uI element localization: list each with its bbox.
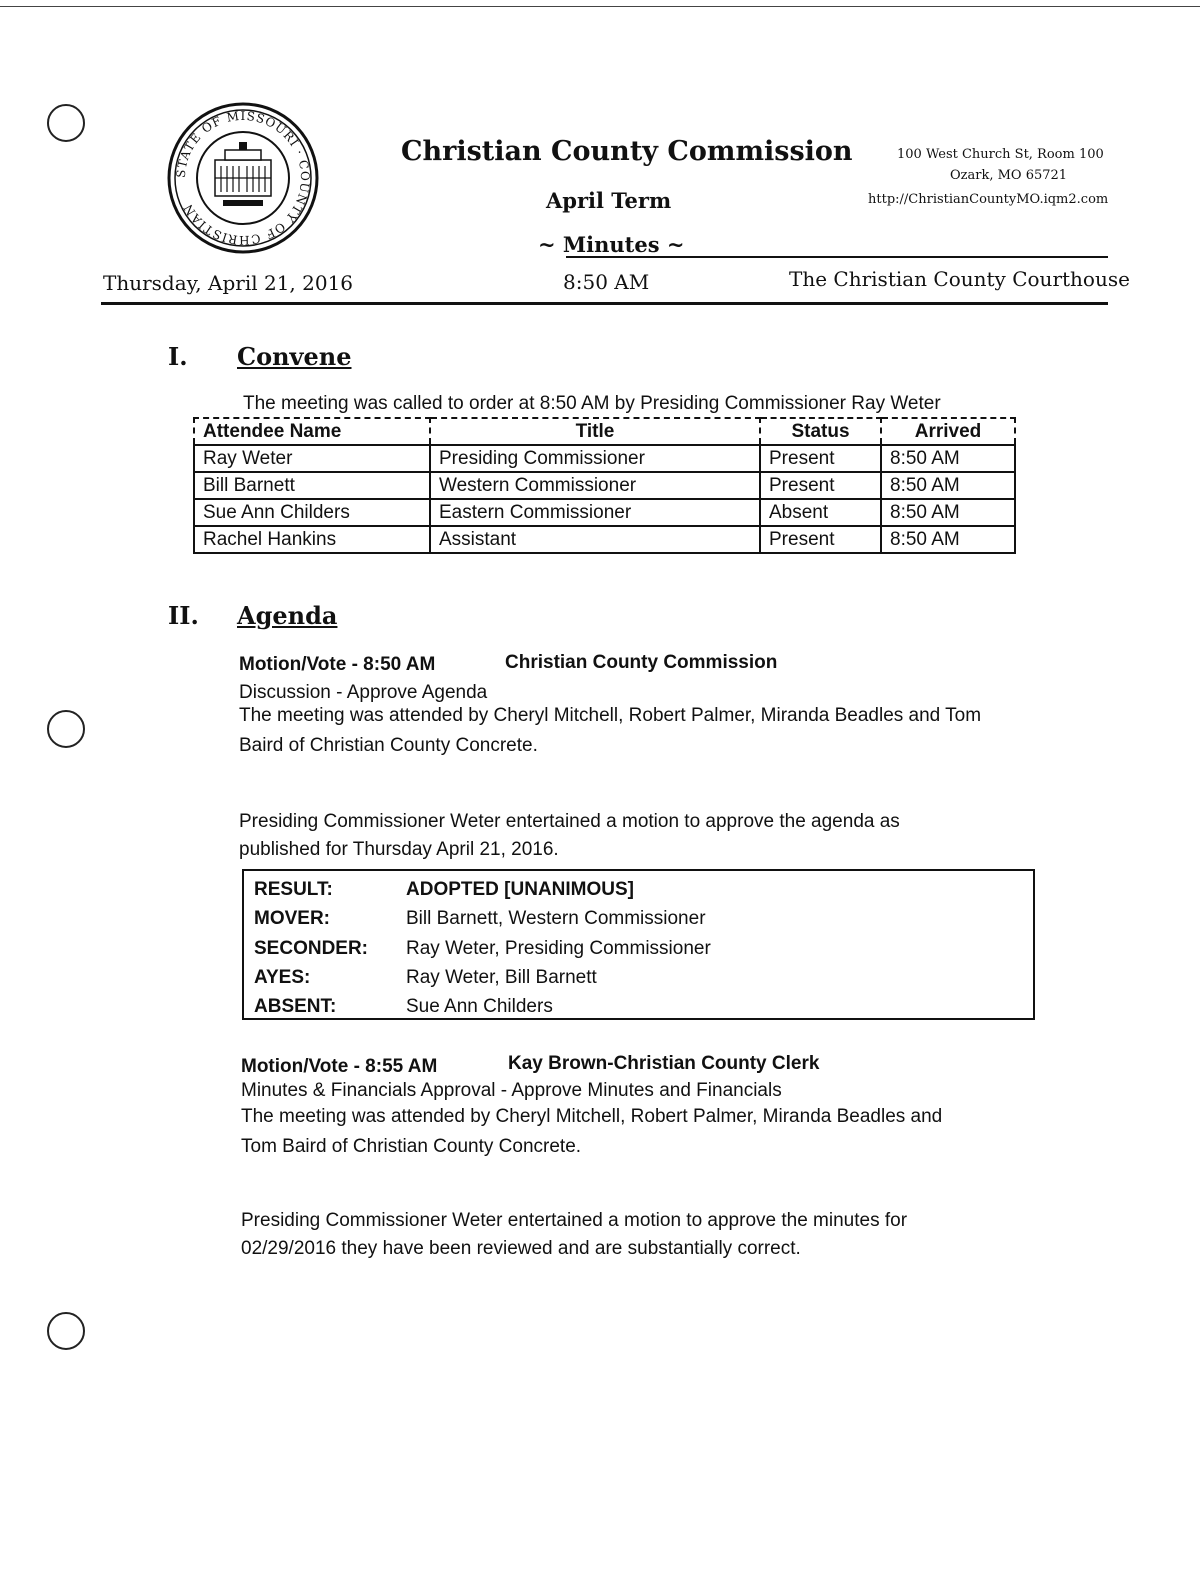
- vote-absent-row: [254, 996, 553, 1018]
- call-to-order-text: The meeting was called to order at 8:50 AM by Presiding Commissioner Ray Weter: [243, 393, 941, 414]
- vote-label: AYES:: [254, 967, 311, 988]
- vote-result-row: [254, 879, 634, 901]
- vote-mover-row: [254, 908, 706, 930]
- attendee-title: Assistant: [430, 526, 760, 553]
- attendee-arrived: 8:50 AM: [881, 499, 1015, 526]
- motion-vote-1-time: Motion/Vote - 8:50 AM: [239, 654, 436, 675]
- vote-label: ABSENT:: [254, 996, 337, 1017]
- motion-vote-2-time: Motion/Vote - 8:55 AM: [241, 1056, 438, 1077]
- meeting-location: The Christian County Courthouse: [789, 267, 1130, 291]
- header-rule-bottom: [101, 302, 1108, 305]
- discussion-2: Minutes & Financials Approval - Approve Minutes and Financials: [241, 1080, 782, 1101]
- scan-top-edge: [0, 6, 1200, 7]
- attendee-table: [193, 417, 1016, 554]
- table-row: [194, 499, 1015, 526]
- vote-label: SECONDER:: [254, 938, 369, 959]
- county-seal-icon: [167, 102, 319, 254]
- entertained-1-line-2: published for Thursday April 21, 2016.: [239, 839, 559, 860]
- vote-result-value: ADOPTED [UNANIMOUS]: [406, 879, 634, 900]
- vote-seconder-row: [254, 938, 711, 960]
- punch-hole-top: [47, 104, 85, 142]
- attended-2-line-2: Tom Baird of Christian County Concrete.: [241, 1136, 582, 1157]
- vote-mover-value: Bill Barnett, Western Commissioner: [406, 908, 706, 929]
- attendee-name: Sue Ann Childers: [194, 499, 430, 526]
- attendee-arrived: 8:50 AM: [881, 526, 1015, 553]
- attendee-arrived: 8:50 AM: [881, 445, 1015, 472]
- term-label: April Term: [546, 188, 672, 213]
- vote-ayes-value: Ray Weter, Bill Barnett: [406, 967, 597, 988]
- meeting-time: 8:50 AM: [563, 270, 650, 294]
- attendee-title: Eastern Commissioner: [430, 499, 760, 526]
- attendee-status: Present: [760, 472, 881, 499]
- vote-absent-value: Sue Ann Childers: [406, 996, 553, 1017]
- meeting-date: Thursday, April 21, 2016: [103, 271, 354, 295]
- table-row: [194, 526, 1015, 553]
- address-line-2: Ozark, MO 65721: [950, 168, 1068, 183]
- vote-result-box: [242, 869, 1035, 1020]
- vote-label: RESULT:: [254, 879, 333, 900]
- attendee-name: Rachel Hankins: [194, 526, 430, 553]
- column-header: Attendee Name: [194, 418, 430, 445]
- entertained-1-line-1: Presiding Commissioner Weter entertained a motion to approve the agenda as: [239, 811, 900, 832]
- entertained-2-line-1: Presiding Commissioner Weter entertained a motion to approve the minutes for: [241, 1210, 908, 1231]
- address-line-1: 100 West Church St, Room 100: [897, 147, 1104, 162]
- section-2-title: Agenda: [237, 601, 338, 630]
- attendee-status: Absent: [760, 499, 881, 526]
- commission-title: Christian County Commission: [401, 136, 853, 167]
- attendee-title: Western Commissioner: [430, 472, 760, 499]
- header-rule-top: [566, 256, 1108, 258]
- vote-seconder-value: Ray Weter, Presiding Commissioner: [406, 938, 711, 959]
- attended-1-line-1: The meeting was attended by Cheryl Mitchell, Robert Palmer, Miranda Beadles and Tom: [239, 705, 982, 726]
- punch-hole-middle: [47, 710, 85, 748]
- motion-vote-2-body: Kay Brown-Christian County Clerk: [508, 1053, 820, 1074]
- vote-label: MOVER:: [254, 908, 330, 929]
- motion-vote-1-body: Christian County Commission: [505, 652, 778, 673]
- section-1-number: I.: [168, 342, 188, 371]
- attendee-status: Present: [760, 526, 881, 553]
- attendee-arrived: 8:50 AM: [881, 472, 1015, 499]
- website-link[interactable]: http://ChristianCountyMO.iqm2.com: [868, 192, 1109, 207]
- attendee-name: Ray Weter: [194, 445, 430, 472]
- section-1-title: Convene: [237, 342, 352, 371]
- discussion-1: Discussion - Approve Agenda: [239, 682, 488, 703]
- table-row: [194, 472, 1015, 499]
- attendee-title: Presiding Commissioner: [430, 445, 760, 472]
- attended-1-line-2: Baird of Christian County Concrete.: [239, 735, 538, 756]
- column-header: Title: [430, 418, 760, 445]
- minutes-label: ~ Minutes ~: [538, 232, 685, 257]
- section-2-number: II.: [168, 601, 199, 630]
- column-header: Arrived: [881, 418, 1015, 445]
- vote-ayes-row: [254, 967, 597, 989]
- svg-text:STATE OF MISSOURI · COUNTY OF: STATE OF MISSOURI · COUNTY OF CHRISTIAN: [173, 108, 313, 248]
- column-header: Status: [760, 418, 881, 445]
- attendee-name: Bill Barnett: [194, 472, 430, 499]
- attendee-status: Present: [760, 445, 881, 472]
- table-row: [194, 445, 1015, 472]
- attended-2-line-1: The meeting was attended by Cheryl Mitchell, Robert Palmer, Miranda Beadles and: [241, 1106, 943, 1127]
- punch-hole-bottom: [47, 1312, 85, 1350]
- entertained-2-line-2: 02/29/2016 they have been reviewed and are substantially correct.: [241, 1238, 801, 1259]
- table-header-row: [194, 418, 1015, 445]
